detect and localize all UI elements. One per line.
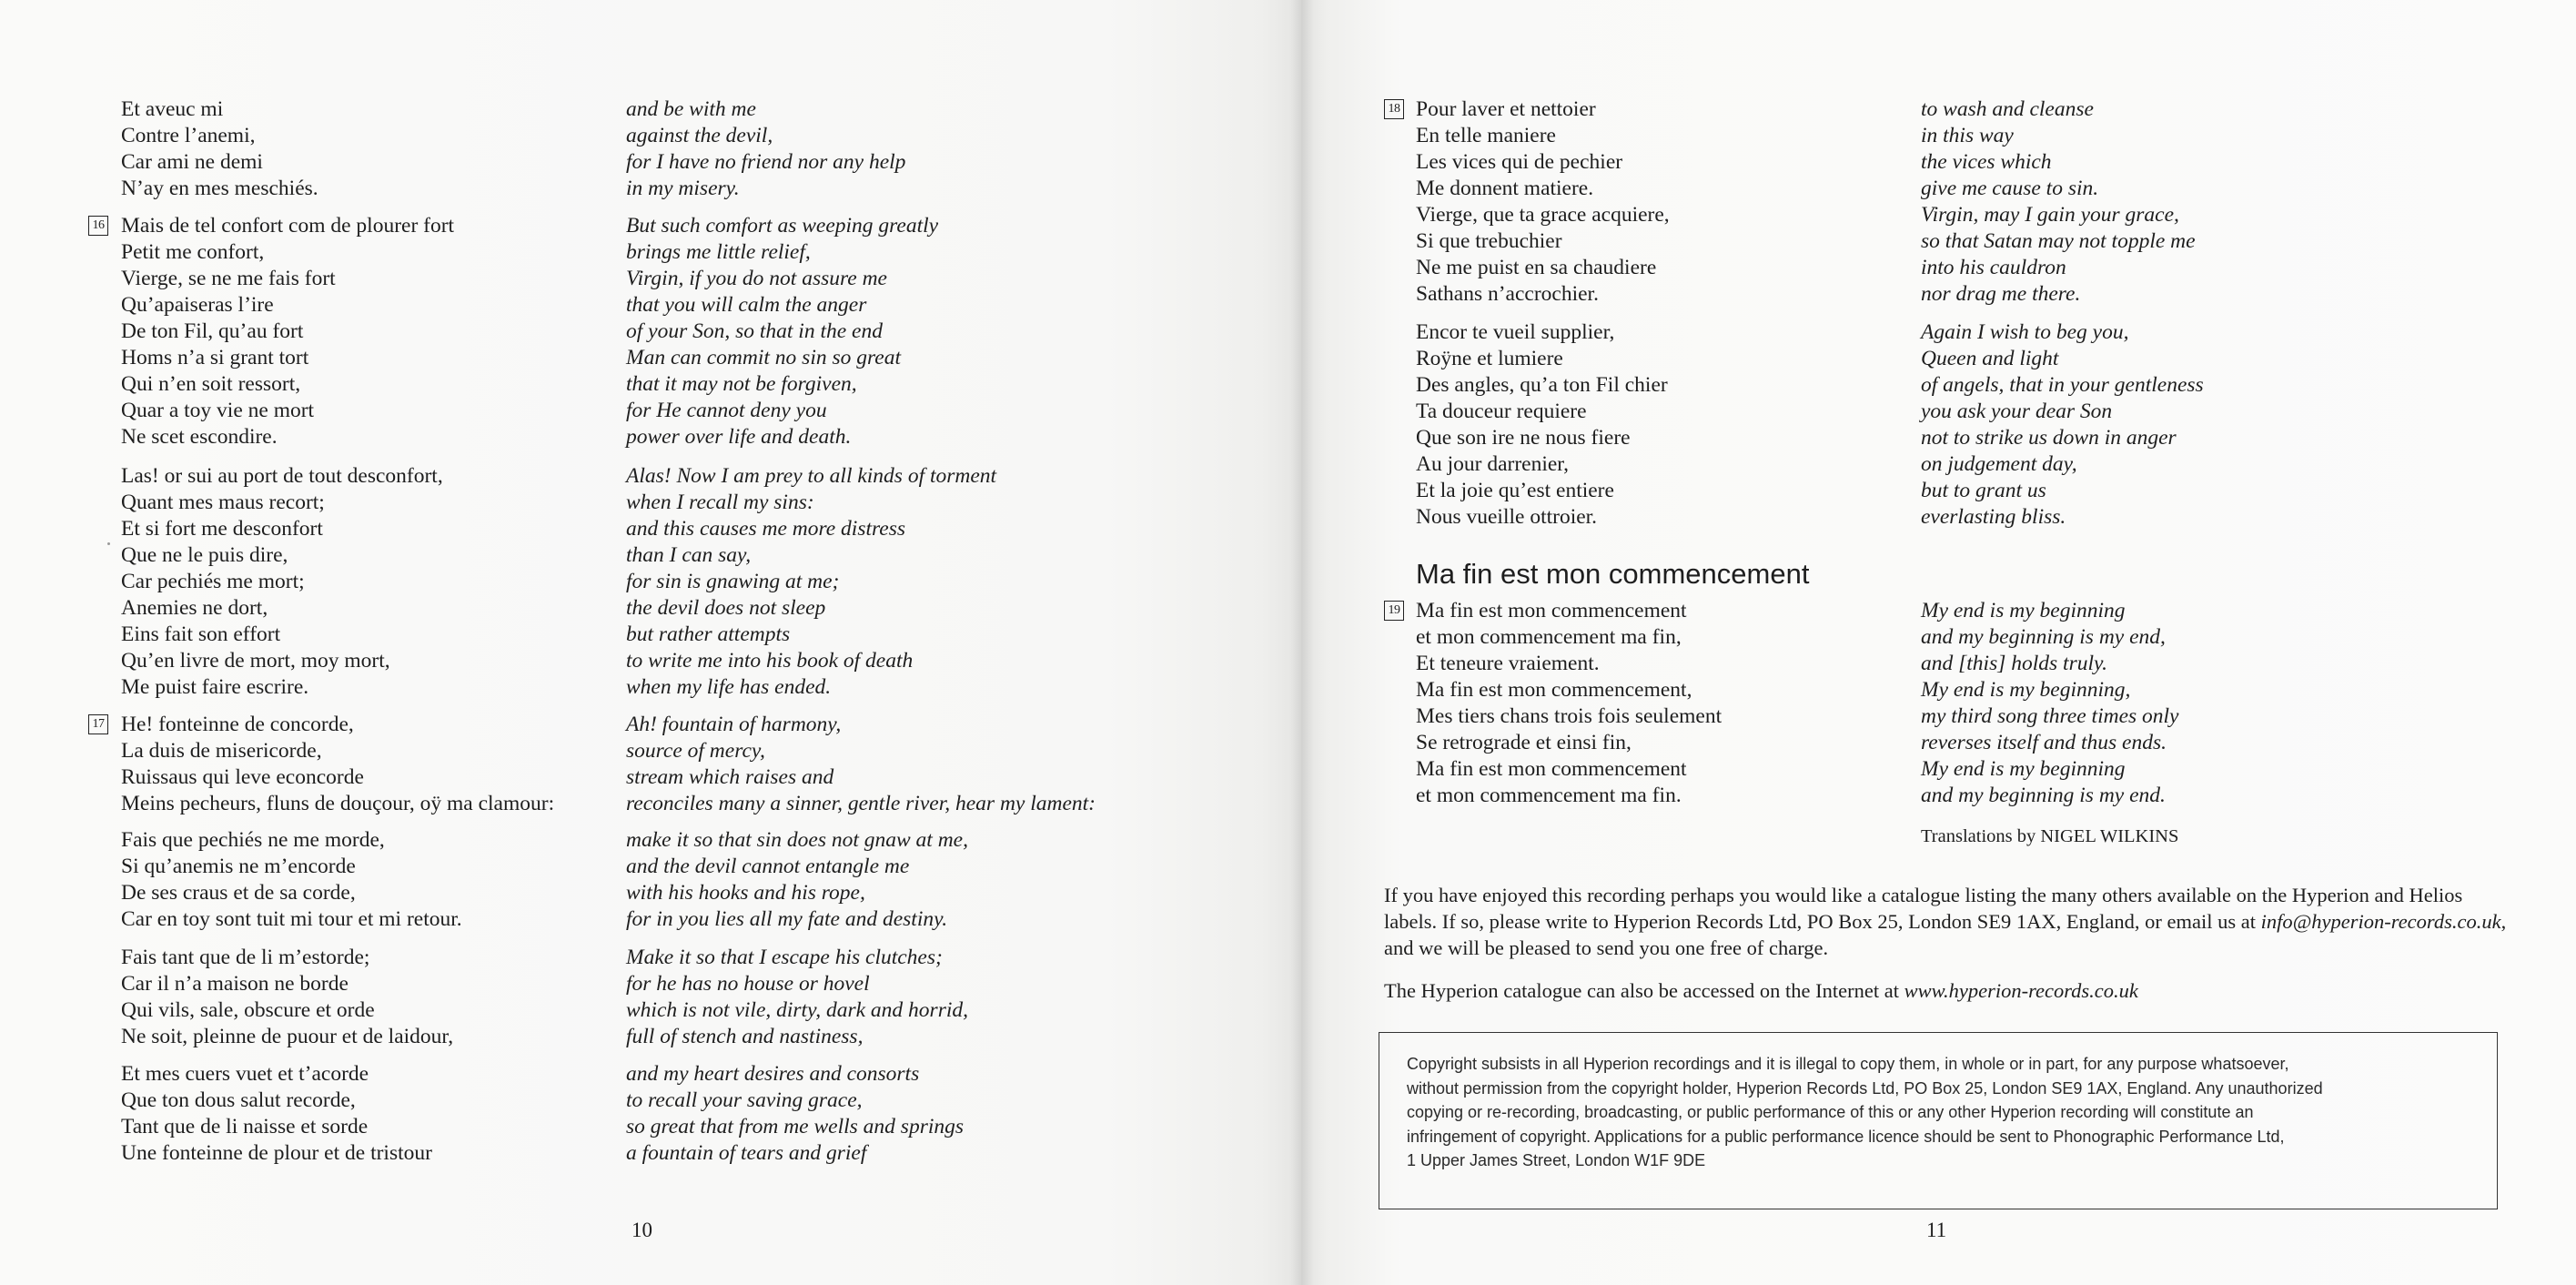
translation-line: into his cauldron — [1921, 256, 2066, 279]
translation-line: full of stench and nastiness, — [626, 1025, 864, 1048]
lyric-line: Se retrograde et einsi fin, — [1416, 731, 1631, 754]
lyric-line: Une fonteinne de plour et de tristour — [121, 1141, 432, 1165]
lyric-line: He! fonteinne de concorde, — [121, 713, 354, 736]
translation-line: for sin is gnawing at me; — [626, 570, 840, 593]
lyric-line: Petit me confort, — [121, 240, 265, 264]
lyric-line: Nous vueille ottroier. — [1416, 505, 1598, 529]
translation-line: and my heart desires and consorts — [626, 1062, 920, 1086]
translation-line: so great that from me wells and springs — [626, 1115, 965, 1138]
stanza-french-6 — [121, 945, 453, 1050]
lyric-line: Qu’apaiseras l’ire — [121, 293, 274, 317]
lyric-line: Ta douceur requiere — [1416, 400, 1587, 423]
lyric-line: Mes tiers chans trois fois seulement — [1416, 704, 1722, 728]
lyric-line: Ma fin est mon commencement — [1416, 599, 1687, 622]
translation-line: Alas! Now I am prey to all kinds of torment — [626, 464, 997, 488]
stanza-french-3 — [121, 463, 443, 701]
lyric-line: Vierge, se ne me fais fort — [121, 267, 336, 290]
lyric-line: La duis de misericorde, — [121, 739, 322, 763]
translation-line: give me cause to sin. — [1921, 177, 2099, 200]
page-number-left: 10 — [631, 1219, 652, 1241]
lyric-line: Au jour darrenier, — [1416, 452, 1570, 476]
translation-line: when my life has ended. — [626, 675, 832, 699]
lyric-line: Ne soit, pleinne de puour et de laidour, — [121, 1025, 454, 1048]
translation-line: to write me into his book of death — [626, 649, 914, 673]
lyric-line: Tant que de li naisse et sorde — [121, 1115, 369, 1138]
scan-speck — [107, 542, 110, 545]
stanza-english-7 — [626, 1061, 964, 1167]
lyric-line: Ne scet escondire. — [121, 425, 278, 449]
translation-line: and my beginning is my end. — [1921, 784, 2166, 807]
translation-line: the devil does not sleep — [626, 596, 826, 620]
internet-paragraph — [1384, 977, 2512, 1004]
translation-line: reconciles many a sinner, gentle river, hear my lament: — [626, 792, 1096, 815]
translation-line: for he has no house or hovel — [626, 972, 870, 996]
lyric-line: Quar a toy vie ne mort — [121, 399, 315, 422]
translation-line: of your Son, so that in the end — [626, 319, 883, 343]
lyric-line: Ruissaus qui leve econcorde — [121, 765, 364, 789]
lyric-line: Homs n’a si grant tort — [121, 346, 309, 369]
translation-line: a fountain of tears and grief — [626, 1141, 867, 1165]
lyric-line: Las! or sui au port de tout desconfort, — [121, 464, 443, 488]
translation-line: that it may not be forgiven, — [626, 372, 857, 396]
translation-line: when I recall my sins: — [626, 491, 814, 514]
translation-line: everlasting bliss. — [1921, 505, 2066, 529]
lyric-line: Car pechiés me mort; — [121, 570, 305, 593]
lyric-line: Mais de tel confort com de plourer fort — [121, 214, 455, 238]
lyric-line: Et mes cuers vuet et t’acorde — [121, 1062, 369, 1086]
lyric-line: Eins fait son effort — [121, 622, 281, 646]
translation-line: make it so that sin does not gnaw at me, — [626, 828, 968, 852]
translation-line: nor drag me there. — [1921, 282, 2081, 306]
lyric-line: Car ami ne demi — [121, 150, 263, 174]
page-number-right: 11 — [1926, 1219, 1947, 1241]
translation-line: My end is my beginning — [1921, 599, 2126, 622]
catalogue-text: If you have enjoyed this recording perhaps you would like a catalogue listing the many others available on the Hyperion and Helios labels. If so, please write to Hyperion Records Ltd, PO Box 25, London SE9 1AX, England, or email us at — [1384, 884, 2463, 933]
translation-line: source of mercy, — [626, 739, 765, 763]
lyric-line: Les vices qui de pechier — [1416, 150, 1623, 174]
lyric-line: Ne me puist en sa chaudiere — [1416, 256, 1657, 279]
lyric-line: Et si fort me desconfort — [121, 517, 323, 541]
stanza-english-10 — [1921, 598, 2178, 809]
lyric-line: Car en toy sont tuit mi tour et mi retour. — [121, 907, 462, 931]
lyric-line: Qu’en livre de mort, moy mort, — [121, 649, 390, 673]
translation-line: for He cannot deny you — [626, 399, 827, 422]
lyric-line: Fais tant que de li m’estorde; — [121, 946, 370, 969]
translation-line: but rather attempts — [626, 622, 791, 646]
stanza-french-10 — [1416, 598, 1722, 809]
translation-line: Virgin, may I gain your grace, — [1921, 203, 2179, 227]
translation-line: to recall your saving grace, — [626, 1088, 863, 1112]
lyric-line: et mon commencement ma fin, — [1416, 625, 1682, 649]
translation-line: and the devil cannot entangle me — [626, 855, 910, 878]
translation-line: which is not vile, dirty, dark and horrid, — [626, 998, 968, 1022]
stanza-english-6 — [626, 945, 968, 1050]
lyric-line: Si que trebuchier — [1416, 229, 1562, 253]
lyric-line: Anemies ne dort, — [121, 596, 268, 620]
stanza-english-5 — [626, 827, 968, 933]
section-heading: Ma fin est mon commencement — [1416, 558, 1810, 590]
lyric-line: et mon commencement ma fin. — [1416, 784, 1682, 807]
track-number-box: 18 — [1384, 99, 1404, 119]
translation-line: and my beginning is my end, — [1921, 625, 2166, 649]
translation-line: to wash and cleanse — [1921, 97, 2094, 121]
translation-line: reverses itself and thus ends. — [1921, 731, 2167, 754]
translation-line: My end is my beginning — [1921, 757, 2126, 781]
lyric-line: Ma fin est mon commencement — [1416, 757, 1687, 781]
lyric-line: Sathans n’accrochier. — [1416, 282, 1599, 306]
translation-line: in my misery. — [626, 177, 740, 200]
translation-line: not to strike us down in anger — [1921, 426, 2177, 450]
track-number-box: 17 — [88, 714, 108, 734]
copyright-line: copying or re-recording, broadcasting, or public performance of this or any other Hyperion recording will constitute an — [1407, 1103, 2254, 1121]
lyric-line: Vierge, que ta grace acquiere, — [1416, 203, 1670, 227]
track-number-box: 19 — [1384, 601, 1404, 621]
lyric-line: Des angles, qu’a ton Fil chier — [1416, 373, 1668, 397]
translation-line: with his hooks and his rope, — [626, 881, 865, 905]
copyright-line: 1 Upper James Street, London W1F 9DE — [1407, 1151, 1706, 1169]
stanza-french-4 — [121, 712, 554, 817]
lyric-line: Et la joie qu’est entiere — [1416, 479, 1614, 502]
translation-line: so that Satan may not topple me — [1921, 229, 2196, 253]
stanza-english-4 — [626, 712, 1096, 817]
stanza-french-9 — [1416, 319, 1668, 531]
lyric-line: Encor te vueil supplier, — [1416, 320, 1615, 344]
translation-line: power over life and death. — [626, 425, 852, 449]
lyric-line: Me donnent matiere. — [1416, 177, 1594, 200]
internet-text: The Hyperion catalogue can also be accessed on the Internet at — [1384, 979, 1899, 1002]
lyric-line: Quant mes maus recort; — [121, 491, 325, 514]
translation-line: for I have no friend nor any help — [626, 150, 906, 174]
translation-line: on judgement day, — [1921, 452, 2077, 476]
stanza-french-7 — [121, 1061, 432, 1167]
lyric-line: De ton Fil, qu’au fort — [121, 319, 304, 343]
stanza-english-8 — [1921, 96, 2196, 308]
book-gutter — [1290, 0, 1314, 1285]
translation-line: you ask your dear Son — [1921, 400, 2113, 423]
lyric-line: Que ton dous salut recorde, — [121, 1088, 356, 1112]
translation-line: Again I wish to beg you, — [1921, 320, 2129, 344]
lyric-line: Ma fin est mon commencement, — [1416, 678, 1692, 702]
lyric-line: En telle maniere — [1416, 124, 1556, 147]
stanza-english-1 — [626, 96, 905, 202]
copyright-line: without permission from the copyright holder, Hyperion Records Ltd, PO Box 25, London SE9 1AX, England. Any unauthorized — [1407, 1078, 2323, 1098]
translation-line: But such comfort as weeping greatly — [626, 214, 939, 238]
catalogue-text-end: , and we will be pleased to send you one free of charge. — [1384, 910, 2507, 959]
lyric-line: Qui n’en soit ressort, — [121, 372, 301, 396]
translation-line: Virgin, if you do not assure me — [626, 267, 887, 290]
lyric-line: Roÿne et lumiere — [1416, 347, 1563, 370]
translation-line: than I can say, — [626, 543, 752, 567]
stanza-french-5 — [121, 827, 462, 933]
translation-line: Ah! fountain of harmony, — [626, 713, 842, 736]
lyric-line: Qui vils, sale, obscure et orde — [121, 998, 375, 1022]
translation-line: and [this] holds truly. — [1921, 652, 2108, 675]
catalogue-email: info@hyperion-records.co.uk — [2260, 910, 2501, 933]
stanza-french-8 — [1416, 96, 1670, 308]
translation-line: Queen and light — [1921, 347, 2059, 370]
translation-line: brings me little relief, — [626, 240, 811, 264]
copyright-line: infringement of copyright. Applications for a public performance licence should be sent to Phonographic Performance Ltd, — [1407, 1127, 2285, 1146]
copyright-notice-box — [1379, 1032, 2498, 1209]
lyric-line: Et aveuc mi — [121, 97, 224, 121]
stanza-french-1 — [121, 96, 318, 202]
catalogue-paragraph — [1384, 882, 2512, 961]
lyric-line: Fais que pechiés ne me morde, — [121, 828, 385, 852]
lyric-line: Pour laver et nettoier — [1416, 97, 1596, 121]
lyric-line: Que ne le puis dire, — [121, 543, 288, 567]
lyric-line: Meins pecheurs, fluns de douçour, oÿ ma clamour: — [121, 792, 555, 815]
translation-line: that you will calm the anger — [626, 293, 867, 317]
copyright-line: Copyright subsists in all Hyperion recordings and it is illegal to copy them, in whole or in part, for any purpose whatsoever, — [1407, 1055, 2289, 1073]
translation-line: in this way — [1921, 124, 2014, 147]
track-number-box: 16 — [88, 216, 108, 236]
translation-line: the vices which — [1921, 150, 2052, 174]
lyric-line: De ses craus et de sa corde, — [121, 881, 356, 905]
translation-line: and this causes me more distress — [626, 517, 906, 541]
lyric-line: Car il n’a maison ne borde — [121, 972, 349, 996]
translation-line: Man can commit no sin so great — [626, 346, 901, 369]
stanza-french-2 — [121, 213, 454, 450]
translation-line: for in you lies all my fate and destiny. — [626, 907, 948, 931]
lyric-line: N’ay en mes meschiés. — [121, 177, 318, 200]
stanza-english-9 — [1921, 319, 2204, 531]
lyric-line: Si qu’anemis ne m’encorde — [121, 855, 356, 878]
lyric-line: Et teneure vraiement. — [1416, 652, 1600, 675]
translation-credit: Translations by NIGEL WILKINS — [1921, 826, 2179, 846]
translation-line: but to grant us — [1921, 479, 2046, 502]
stanza-english-2 — [626, 213, 938, 450]
translation-line: My end is my beginning, — [1921, 678, 2131, 702]
lyric-line: Que son ire ne nous fiere — [1416, 426, 1631, 450]
translation-line: stream which raises and — [626, 765, 834, 789]
translation-line: against the devil, — [626, 124, 773, 147]
stanza-english-3 — [626, 463, 996, 701]
translation-line: of angels, that in your gentleness — [1921, 373, 2204, 397]
translation-line: my third song three times only — [1921, 704, 2179, 728]
translation-line: Make it so that I escape his clutches; — [626, 946, 943, 969]
lyric-line: Me puist faire escrire. — [121, 675, 309, 699]
lyric-line: Contre l’anemi, — [121, 124, 256, 147]
translation-line: and be with me — [626, 97, 756, 121]
internet-url: www.hyperion-records.co.uk — [1904, 979, 2138, 1002]
